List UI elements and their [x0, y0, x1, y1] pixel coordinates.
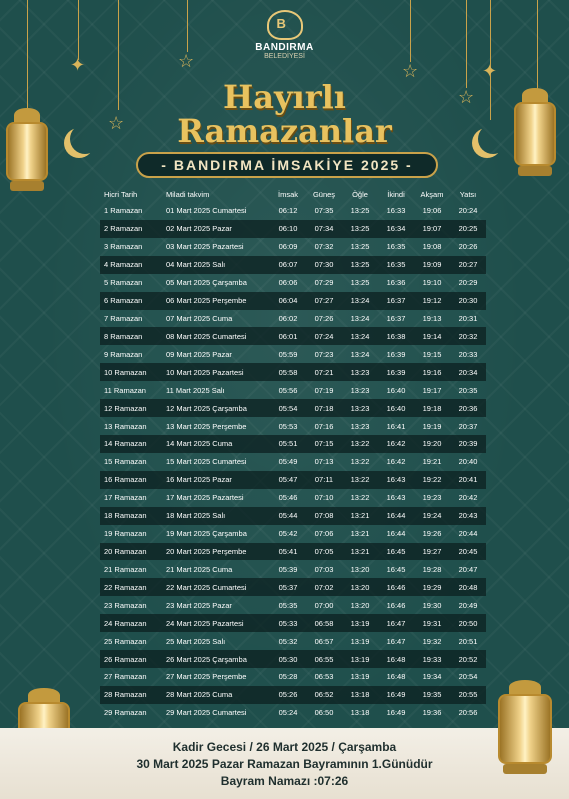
cell-hicri-tarih: 15 Ramazan [104, 457, 147, 467]
cell-miladi-takvim: 21 Mart 2025 Cuma [166, 564, 233, 574]
table-row [100, 471, 486, 489]
logo [0, 10, 569, 60]
cell-imsak: 06:07 [278, 260, 298, 270]
cell-imsak: 05:41 [278, 546, 298, 556]
cell-imsak: 05:54 [278, 403, 298, 413]
cell-ikindi: 16:47 [386, 618, 406, 628]
cell-hicri-tarih: 29 Ramazan [104, 708, 147, 718]
cell-imsak: 05:47 [278, 475, 298, 485]
cell-aksam: 19:21 [422, 457, 442, 467]
cell-hicri-tarih: 27 Ramazan [104, 672, 147, 682]
cell-ikindi: 16:42 [386, 457, 406, 467]
table-row [100, 256, 486, 274]
header-hicri-tarih: Hicri Tarih [104, 189, 138, 199]
cell-ikindi: 16:46 [386, 600, 406, 610]
cell-aksam: 19:15 [422, 349, 442, 359]
cell-gunes: 06:53 [314, 672, 334, 682]
table-row [100, 453, 486, 471]
cell-yatsi: 20:56 [458, 708, 478, 718]
table-row [100, 292, 486, 310]
bandirma-logo-icon: B [267, 10, 303, 40]
cell-imsak: 06:12 [278, 206, 298, 216]
header-ikindi: İkindi [387, 189, 405, 199]
cell-yatsi: 20:25 [458, 224, 478, 234]
cell-imsak: 05:49 [278, 457, 298, 467]
cell-miladi-takvim: 12 Mart 2025 Çarşamba [166, 403, 247, 413]
cell-yatsi: 20:36 [458, 403, 478, 413]
title-line-2: Ramazanlar [177, 112, 392, 150]
cell-ogle: 13:20 [350, 600, 370, 610]
table-row [100, 274, 486, 292]
logo-name: BANDIRMA [255, 42, 314, 53]
cell-hicri-tarih: 9 Ramazan [104, 349, 143, 359]
cell-gunes: 07:15 [314, 439, 334, 449]
table-row [100, 220, 486, 238]
cell-ogle: 13:25 [350, 242, 370, 252]
cell-imsak: 06:01 [278, 331, 298, 341]
cell-gunes: 07:10 [314, 493, 334, 503]
cell-ikindi: 16:37 [386, 313, 406, 323]
cell-ikindi: 16:46 [386, 582, 406, 592]
cell-aksam: 19:18 [422, 403, 442, 413]
header-aksam: Akşam [420, 189, 444, 199]
cell-hicri-tarih: 2 Ramazan [104, 224, 143, 234]
bayram-namazi-text: Bayram Namazı :07:26 [220, 774, 349, 788]
cell-yatsi: 20:42 [458, 493, 478, 503]
cell-aksam: 19:31 [422, 618, 442, 628]
cell-aksam: 19:27 [422, 546, 442, 556]
cell-yatsi: 20:40 [458, 457, 478, 467]
cell-ikindi: 16:37 [386, 296, 406, 306]
cell-yatsi: 20:44 [458, 529, 478, 539]
cell-hicri-tarih: 21 Ramazan [104, 564, 147, 574]
cell-yatsi: 20:27 [458, 260, 478, 270]
cell-ogle: 13:19 [350, 672, 370, 682]
standing-lantern-icon [498, 680, 552, 790]
cell-gunes: 07:24 [314, 331, 334, 341]
cell-gunes: 07:26 [314, 313, 334, 323]
cell-ikindi: 16:40 [386, 403, 406, 413]
cell-yatsi: 20:48 [458, 582, 478, 592]
header-yatsi: Yatsı [459, 189, 477, 199]
cell-miladi-takvim: 10 Mart 2025 Pazartesi [166, 367, 244, 377]
cell-hicri-tarih: 25 Ramazan [104, 636, 147, 646]
star-icon: ☆ [402, 61, 419, 81]
cell-aksam: 19:22 [422, 475, 442, 485]
cell-ogle: 13:23 [350, 367, 370, 377]
cell-imsak: 05:32 [278, 636, 298, 646]
bayram-text: 30 Mart 2025 Pazar Ramazan Bayramının 1.Günüdür [136, 757, 433, 771]
cell-ikindi: 16:33 [386, 206, 406, 216]
table-row [100, 507, 486, 525]
cell-miladi-takvim: 25 Mart 2025 Salı [166, 636, 226, 646]
cell-hicri-tarih: 6 Ramazan [104, 296, 143, 306]
cell-ikindi: 16:35 [386, 260, 406, 270]
table-row [100, 345, 486, 363]
cell-gunes: 06:50 [314, 708, 334, 718]
cell-ikindi: 16:48 [386, 672, 406, 682]
cell-yatsi: 20:52 [458, 654, 478, 664]
cell-yatsi: 20:47 [458, 564, 478, 574]
table-row [100, 578, 486, 596]
cell-yatsi: 20:49 [458, 600, 478, 610]
footer-panel [0, 728, 569, 799]
cell-ikindi: 16:44 [386, 511, 406, 521]
title-line-1: Hayırlı [223, 78, 346, 116]
cell-yatsi: 20:50 [458, 618, 478, 628]
cell-hicri-tarih: 11 Ramazan [104, 385, 146, 395]
cell-yatsi: 20:39 [458, 439, 478, 449]
cell-miladi-takvim: 11 Mart 2025 Salı [166, 385, 225, 395]
cell-ikindi: 16:35 [386, 242, 406, 252]
cell-aksam: 19:34 [422, 672, 442, 682]
cell-hicri-tarih: 7 Ramazan [104, 313, 143, 323]
star-icon: ✦ [70, 55, 86, 75]
cell-yatsi: 20:26 [458, 242, 478, 252]
cell-imsak: 05:26 [278, 690, 298, 700]
cell-hicri-tarih: 26 Ramazan [104, 654, 147, 664]
cell-miladi-takvim: 19 Mart 2025 Çarşamba [166, 529, 247, 539]
cell-imsak: 06:06 [278, 278, 298, 288]
cell-miladi-takvim: 26 Mart 2025 Çarşamba [166, 654, 247, 664]
cell-aksam: 19:17 [422, 385, 442, 395]
cell-miladi-takvim: 08 Mart 2025 Cumartesi [166, 331, 247, 341]
cell-imsak: 05:37 [278, 582, 298, 592]
cell-ogle: 13:25 [350, 224, 370, 234]
cell-ikindi: 16:39 [386, 349, 406, 359]
cell-aksam: 19:14 [422, 331, 442, 341]
cell-hicri-tarih: 3 Ramazan [104, 242, 143, 252]
cell-miladi-takvim: 15 Mart 2025 Cumartesi [166, 457, 247, 467]
cell-ogle: 13:23 [350, 403, 370, 413]
cell-ikindi: 16:42 [386, 439, 406, 449]
table-row [100, 668, 486, 686]
cell-gunes: 07:29 [314, 278, 334, 288]
cell-gunes: 07:08 [314, 511, 334, 521]
cell-imsak: 05:58 [278, 367, 298, 377]
cell-gunes: 07:06 [314, 529, 334, 539]
table-row [100, 327, 486, 345]
cell-aksam: 19:12 [422, 296, 442, 306]
cell-ogle: 13:22 [350, 493, 370, 503]
cell-ikindi: 16:43 [386, 493, 406, 503]
cell-miladi-takvim: 20 Mart 2025 Perşembe [166, 546, 247, 556]
cell-hicri-tarih: 18 Ramazan [104, 511, 147, 521]
cell-yatsi: 20:41 [458, 475, 478, 485]
cell-ogle: 13:25 [350, 260, 370, 270]
cell-imsak: 05:42 [278, 529, 298, 539]
table-row [100, 238, 486, 256]
table-row [100, 686, 486, 704]
imsakiye-table [100, 186, 486, 722]
cell-yatsi: 20:37 [458, 421, 478, 431]
table-row [100, 435, 486, 453]
cell-imsak: 06:10 [278, 224, 298, 234]
cell-hicri-tarih: 23 Ramazan [104, 600, 147, 610]
cell-aksam: 19:07 [422, 224, 442, 234]
cell-miladi-takvim: 29 Mart 2025 Cumartesi [166, 708, 247, 718]
cell-ogle: 13:22 [350, 457, 370, 467]
cell-ikindi: 16:43 [386, 475, 406, 485]
cell-ogle: 13:25 [350, 206, 370, 216]
cell-yatsi: 20:35 [458, 385, 478, 395]
cell-gunes: 07:02 [314, 582, 334, 592]
cell-imsak: 05:44 [278, 511, 298, 521]
table-row [100, 399, 486, 417]
cell-gunes: 07:13 [314, 457, 334, 467]
cell-yatsi: 20:24 [458, 206, 478, 216]
cell-hicri-tarih: 14 Ramazan [104, 439, 147, 449]
cell-ogle: 13:21 [350, 546, 370, 556]
cell-ikindi: 16:34 [386, 224, 406, 234]
cell-ogle: 13:25 [350, 278, 370, 288]
cell-hicri-tarih: 1 Ramazan [104, 206, 143, 216]
cell-miladi-takvim: 22 Mart 2025 Cumartesi [166, 582, 247, 592]
table-row [100, 543, 486, 561]
cell-ikindi: 16:44 [386, 529, 406, 539]
cell-gunes: 07:32 [314, 242, 334, 252]
cell-ogle: 13:22 [350, 439, 370, 449]
cell-imsak: 05:33 [278, 618, 298, 628]
cell-yatsi: 20:45 [458, 546, 478, 556]
cell-ogle: 13:22 [350, 475, 370, 485]
cell-miladi-takvim: 05 Mart 2025 Çarşamba [166, 278, 247, 288]
header-miladi-takvim: Miladi takvim [166, 189, 210, 199]
cell-yatsi: 20:31 [458, 313, 478, 323]
cell-gunes: 07:05 [314, 546, 334, 556]
cell-yatsi: 20:33 [458, 349, 478, 359]
cell-ogle: 13:24 [350, 331, 370, 341]
cell-imsak: 05:35 [278, 600, 298, 610]
imsakiye-banner: - BANDIRMA İMSAKİYE 2025 - [136, 152, 438, 178]
cell-aksam: 19:23 [422, 493, 442, 503]
table-body [100, 202, 486, 722]
cell-yatsi: 20:29 [458, 278, 478, 288]
header-ogle: Öğle [352, 189, 368, 199]
cell-aksam: 19:33 [422, 654, 442, 664]
cell-hicri-tarih: 12 Ramazan [104, 403, 147, 413]
cell-ogle: 13:19 [350, 654, 370, 664]
cell-imsak: 05:46 [278, 493, 298, 503]
cell-ikindi: 16:41 [386, 421, 406, 431]
cell-gunes: 06:58 [314, 618, 334, 628]
cell-imsak: 05:24 [278, 708, 298, 718]
cell-imsak: 05:56 [278, 385, 298, 395]
cell-aksam: 19:32 [422, 636, 442, 646]
cell-aksam: 19:28 [422, 564, 442, 574]
cell-aksam: 19:13 [422, 313, 442, 323]
cell-hicri-tarih: 10 Ramazan [104, 367, 147, 377]
cell-miladi-takvim: 09 Mart 2025 Pazar [166, 349, 232, 359]
cell-aksam: 19:29 [422, 582, 442, 592]
cell-ikindi: 16:48 [386, 654, 406, 664]
table-row [100, 202, 486, 220]
cell-ogle: 13:24 [350, 349, 370, 359]
table-row [100, 525, 486, 543]
cell-ikindi: 16:38 [386, 331, 406, 341]
cell-aksam: 19:20 [422, 439, 442, 449]
cell-ogle: 13:19 [350, 636, 370, 646]
table-row [100, 381, 486, 399]
cell-gunes: 06:52 [314, 690, 334, 700]
cell-gunes: 07:03 [314, 564, 334, 574]
cell-miladi-takvim: 17 Mart 2025 Pazartesi [166, 493, 244, 503]
cell-miladi-takvim: 27 Mart 2025 Perşembe [166, 672, 247, 682]
cell-imsak: 06:04 [278, 296, 298, 306]
cell-ikindi: 16:47 [386, 636, 406, 646]
cell-miladi-takvim: 03 Mart 2025 Pazartesi [166, 242, 244, 252]
cell-ikindi: 16:45 [386, 564, 406, 574]
cell-aksam: 19:08 [422, 242, 442, 252]
cell-gunes: 07:30 [314, 260, 334, 270]
cell-aksam: 19:10 [422, 278, 442, 288]
cell-yatsi: 20:43 [458, 511, 478, 521]
table-row [100, 704, 486, 722]
cell-imsak: 06:09 [278, 242, 298, 252]
cell-miladi-takvim: 13 Mart 2025 Perşembe [166, 421, 247, 431]
cell-gunes: 07:27 [314, 296, 334, 306]
star-icon: ☆ [108, 113, 125, 133]
cell-gunes: 07:21 [314, 367, 334, 377]
cell-ikindi: 16:39 [386, 367, 406, 377]
cell-hicri-tarih: 22 Ramazan [104, 582, 147, 592]
cell-yatsi: 20:32 [458, 331, 478, 341]
cell-gunes: 07:00 [314, 600, 334, 610]
table-row [100, 632, 486, 650]
cell-miladi-takvim: 07 Mart 2025 Cuma [166, 313, 233, 323]
cell-ikindi: 16:49 [386, 690, 406, 700]
cell-hicri-tarih: 24 Ramazan [104, 618, 147, 628]
cell-ogle: 13:24 [350, 296, 370, 306]
header-gunes: Güneş [312, 189, 336, 199]
cell-miladi-takvim: 14 Mart 2025 Cuma [166, 439, 233, 449]
kadir-gecesi-text: Kadir Gecesi / 26 Mart 2025 / Çarşamba [172, 740, 397, 754]
cell-ogle: 13:19 [350, 618, 370, 628]
cell-hicri-tarih: 17 Ramazan [104, 493, 147, 503]
cell-hicri-tarih: 16 Ramazan [104, 475, 147, 485]
logo-subtitle: BELEDİYESİ [264, 53, 305, 60]
table-row [100, 310, 486, 328]
cell-gunes: 07:18 [314, 403, 334, 413]
cell-aksam: 19:06 [422, 206, 442, 216]
cell-miladi-takvim: 04 Mart 2025 Salı [166, 260, 226, 270]
cell-ogle: 13:20 [350, 564, 370, 574]
cell-hicri-tarih: 19 Ramazan [104, 529, 147, 539]
cell-hicri-tarih: 5 Ramazan [104, 278, 143, 288]
cell-ogle: 13:23 [350, 421, 370, 431]
cell-aksam: 19:36 [422, 708, 442, 718]
table-row [100, 560, 486, 578]
header-imsak: İmsak [277, 189, 298, 199]
cell-imsak: 05:59 [278, 349, 298, 359]
cell-yatsi: 20:34 [458, 367, 478, 377]
cell-aksam: 19:30 [422, 600, 442, 610]
star-icon: ☆ [458, 87, 475, 107]
cell-aksam: 19:24 [422, 511, 442, 521]
cell-miladi-takvim: 01 Mart 2025 Cumartesi [166, 206, 247, 216]
cell-ogle: 13:20 [350, 582, 370, 592]
cell-ikindi: 16:40 [386, 385, 406, 395]
cell-hicri-tarih: 13 Ramazan [104, 421, 147, 431]
cell-ikindi: 16:49 [386, 708, 406, 718]
cell-miladi-takvim: 28 Mart 2025 Cuma [166, 690, 233, 700]
cell-ogle: 13:21 [350, 529, 370, 539]
cell-imsak: 05:51 [278, 439, 298, 449]
table-row [100, 596, 486, 614]
cell-gunes: 07:35 [314, 206, 334, 216]
cell-yatsi: 20:54 [458, 672, 478, 682]
table-row [100, 417, 486, 435]
cell-imsak: 05:53 [278, 421, 298, 431]
cell-imsak: 05:28 [278, 672, 298, 682]
cell-gunes: 06:55 [314, 654, 334, 664]
star-icon: ✦ [482, 61, 498, 81]
table-header [100, 186, 486, 202]
cell-miladi-takvim: 23 Mart 2025 Pazar [166, 600, 232, 610]
cell-miladi-takvim: 18 Mart 2025 Salı [166, 511, 226, 521]
cell-imsak: 05:39 [278, 564, 298, 574]
cell-miladi-takvim: 02 Mart 2025 Pazar [166, 224, 232, 234]
table-row [100, 650, 486, 668]
table-row [100, 614, 486, 632]
cell-miladi-takvim: 16 Mart 2025 Pazar [166, 475, 232, 485]
cell-hicri-tarih: 28 Ramazan [104, 690, 147, 700]
cell-hicri-tarih: 20 Ramazan [104, 546, 147, 556]
cell-gunes: 07:19 [314, 385, 334, 395]
cell-ogle: 13:21 [350, 511, 370, 521]
cell-ogle: 13:23 [350, 385, 370, 395]
cell-imsak: 06:02 [278, 313, 298, 323]
cell-aksam: 19:19 [422, 421, 442, 431]
cell-imsak: 05:30 [278, 654, 298, 664]
cell-hicri-tarih: 8 Ramazan [104, 331, 143, 341]
cell-yatsi: 20:30 [458, 296, 478, 306]
star-icon: ☆ [178, 51, 195, 71]
cell-ogle: 13:18 [350, 690, 370, 700]
table-row [100, 489, 486, 507]
cell-ogle: 13:24 [350, 313, 370, 323]
cell-miladi-takvim: 24 Mart 2025 Pazartesi [166, 618, 244, 628]
cell-ikindi: 16:36 [386, 278, 406, 288]
cell-gunes: 06:57 [314, 636, 334, 646]
cell-aksam: 19:26 [422, 529, 442, 539]
cell-gunes: 07:11 [314, 475, 334, 485]
cell-ogle: 13:18 [350, 708, 370, 718]
cell-gunes: 07:23 [314, 349, 334, 359]
cell-aksam: 19:35 [422, 690, 442, 700]
cell-aksam: 19:09 [422, 260, 442, 270]
cell-gunes: 07:16 [314, 421, 334, 431]
cell-miladi-takvim: 06 Mart 2025 Perşembe [166, 296, 247, 306]
cell-yatsi: 20:55 [458, 690, 478, 700]
cell-gunes: 07:34 [314, 224, 334, 234]
table-row [100, 363, 486, 381]
cell-aksam: 19:16 [422, 367, 442, 377]
cell-yatsi: 20:51 [458, 636, 478, 646]
cell-ikindi: 16:45 [386, 546, 406, 556]
cell-hicri-tarih: 4 Ramazan [104, 260, 143, 270]
